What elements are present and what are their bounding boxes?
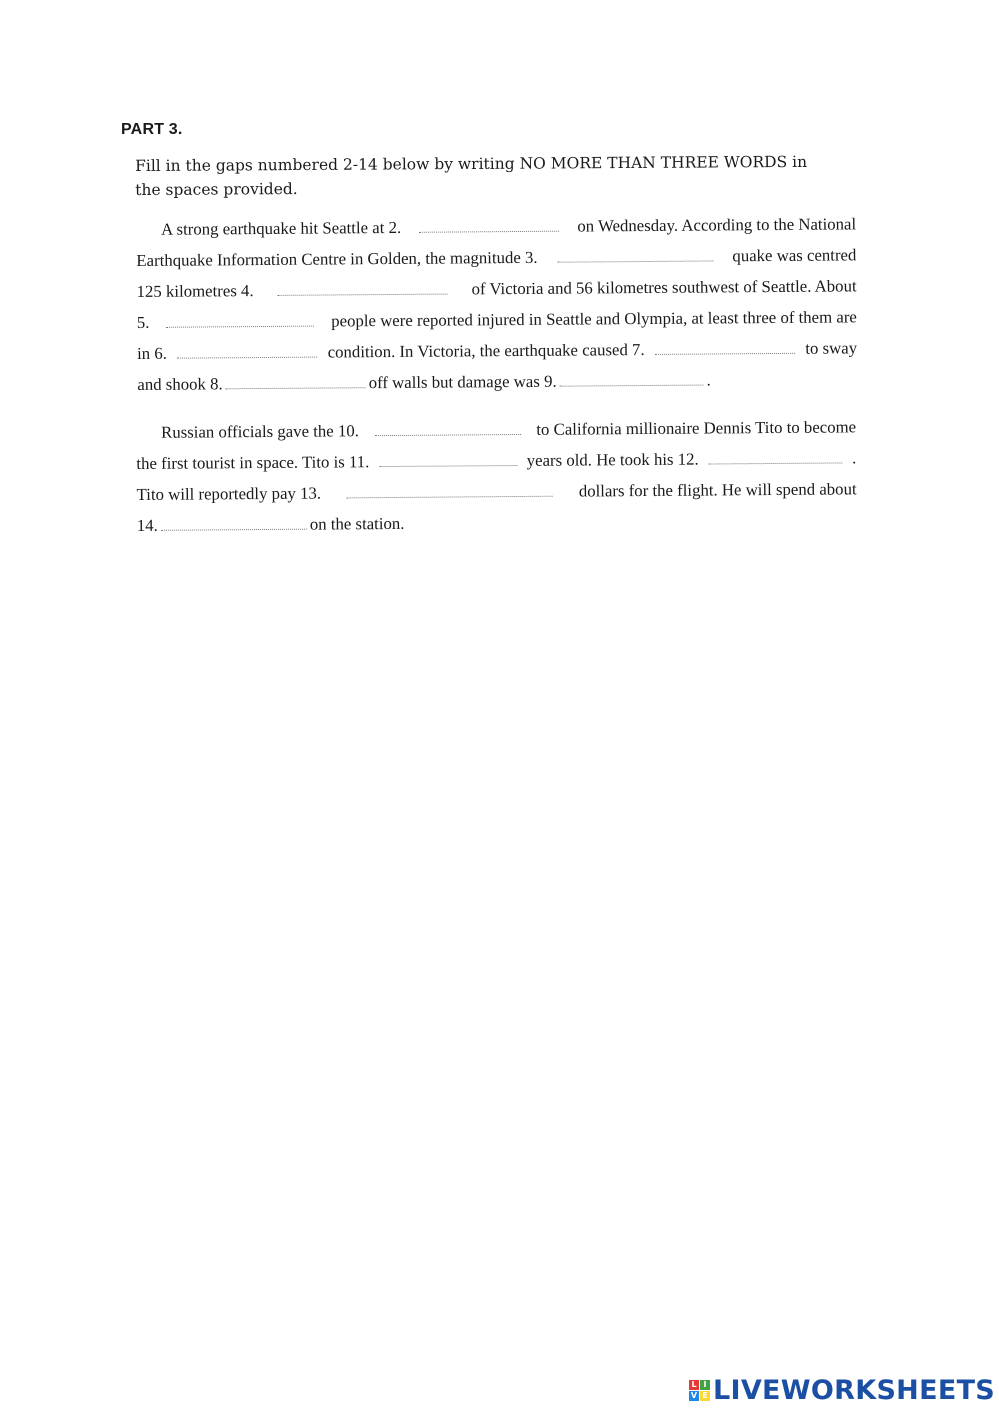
- answer-gap-13[interactable]: [347, 483, 553, 499]
- answer-gap-5[interactable]: [166, 313, 314, 328]
- passage-text: to California millionaire Dennis Tito to become: [536, 417, 857, 439]
- passage-text: Tito will reportedly pay 13.: [136, 483, 322, 504]
- answer-gap-11[interactable]: [379, 452, 517, 467]
- passage-text: in 6.: [137, 343, 168, 363]
- answer-gap-4[interactable]: [278, 281, 448, 296]
- answer-gap-3[interactable]: [557, 247, 713, 262]
- passage-text: condition. In Victoria, the earthquake caused 7.: [327, 340, 645, 362]
- passage-text: 14.: [136, 515, 158, 535]
- part-title: PART 3.: [121, 121, 183, 138]
- passage-text: and shook 8.: [137, 374, 223, 394]
- answer-gap-7[interactable]: [655, 340, 795, 355]
- answer-gap-12[interactable]: [708, 449, 842, 464]
- logo-squares-icon: [689, 1380, 710, 1401]
- answer-gap-14[interactable]: [161, 516, 307, 531]
- answer-gap-6[interactable]: [177, 344, 317, 359]
- passage-text: quake was centred: [732, 245, 857, 266]
- liveworksheets-logo: [689, 1375, 995, 1406]
- answer-gap-9[interactable]: [560, 372, 704, 387]
- passage-earthquake: [136, 208, 857, 400]
- passage-text: 125 kilometres 4.: [136, 281, 254, 301]
- passage-line: [137, 301, 857, 338]
- passage-text: of Victoria and 56 kilometres southwest of Seattle. About: [471, 276, 857, 299]
- passage-space-tourist: [136, 411, 857, 541]
- instructions: Fill in the gaps numbered 2-14 below by writing NO MORE THAN THREE WORDS in the spaces provided.: [135, 152, 808, 199]
- passage-line: [136, 411, 856, 448]
- passage-line: [136, 473, 856, 510]
- passage-text: A strong earthquake hit Seattle at 2.: [161, 217, 402, 239]
- passage-text: the first tourist in space. Tito is 11.: [136, 452, 370, 473]
- answer-gap-2[interactable]: [419, 218, 559, 233]
- passage-text: on Wednesday. According to the National: [577, 214, 857, 236]
- answer-gap-8[interactable]: [226, 374, 366, 389]
- logo-square: I: [700, 1380, 710, 1390]
- passage-text: Russian officials gave the 10.: [161, 421, 359, 442]
- passage-text: to sway: [805, 338, 858, 358]
- logo-square: L: [689, 1380, 699, 1390]
- logo-square: V: [690, 1391, 698, 1400]
- passage-text: off walls but damage was 9.: [368, 371, 557, 393]
- passage-line: [137, 363, 857, 400]
- answer-gap-10[interactable]: [375, 421, 521, 436]
- passage-text: .: [852, 448, 857, 468]
- passage-text: dollars for the flight. He will spend about: [578, 479, 857, 501]
- logo-text: LIVEWORKSHEETS: [713, 1375, 996, 1406]
- logo-square: E: [700, 1391, 710, 1401]
- passage-text: years old. He took his 12.: [526, 449, 699, 470]
- passage-text: Earthquake Information Centre in Golden, the magnitude 3.: [136, 247, 538, 270]
- passage-text: on the station.: [309, 513, 405, 534]
- passage-text: people were reported injured in Seattle and Olympia, at least three of them are: [331, 307, 857, 331]
- passage-text: .: [706, 370, 711, 390]
- passage-text: 5.: [136, 312, 150, 332]
- passage-line: [137, 504, 857, 541]
